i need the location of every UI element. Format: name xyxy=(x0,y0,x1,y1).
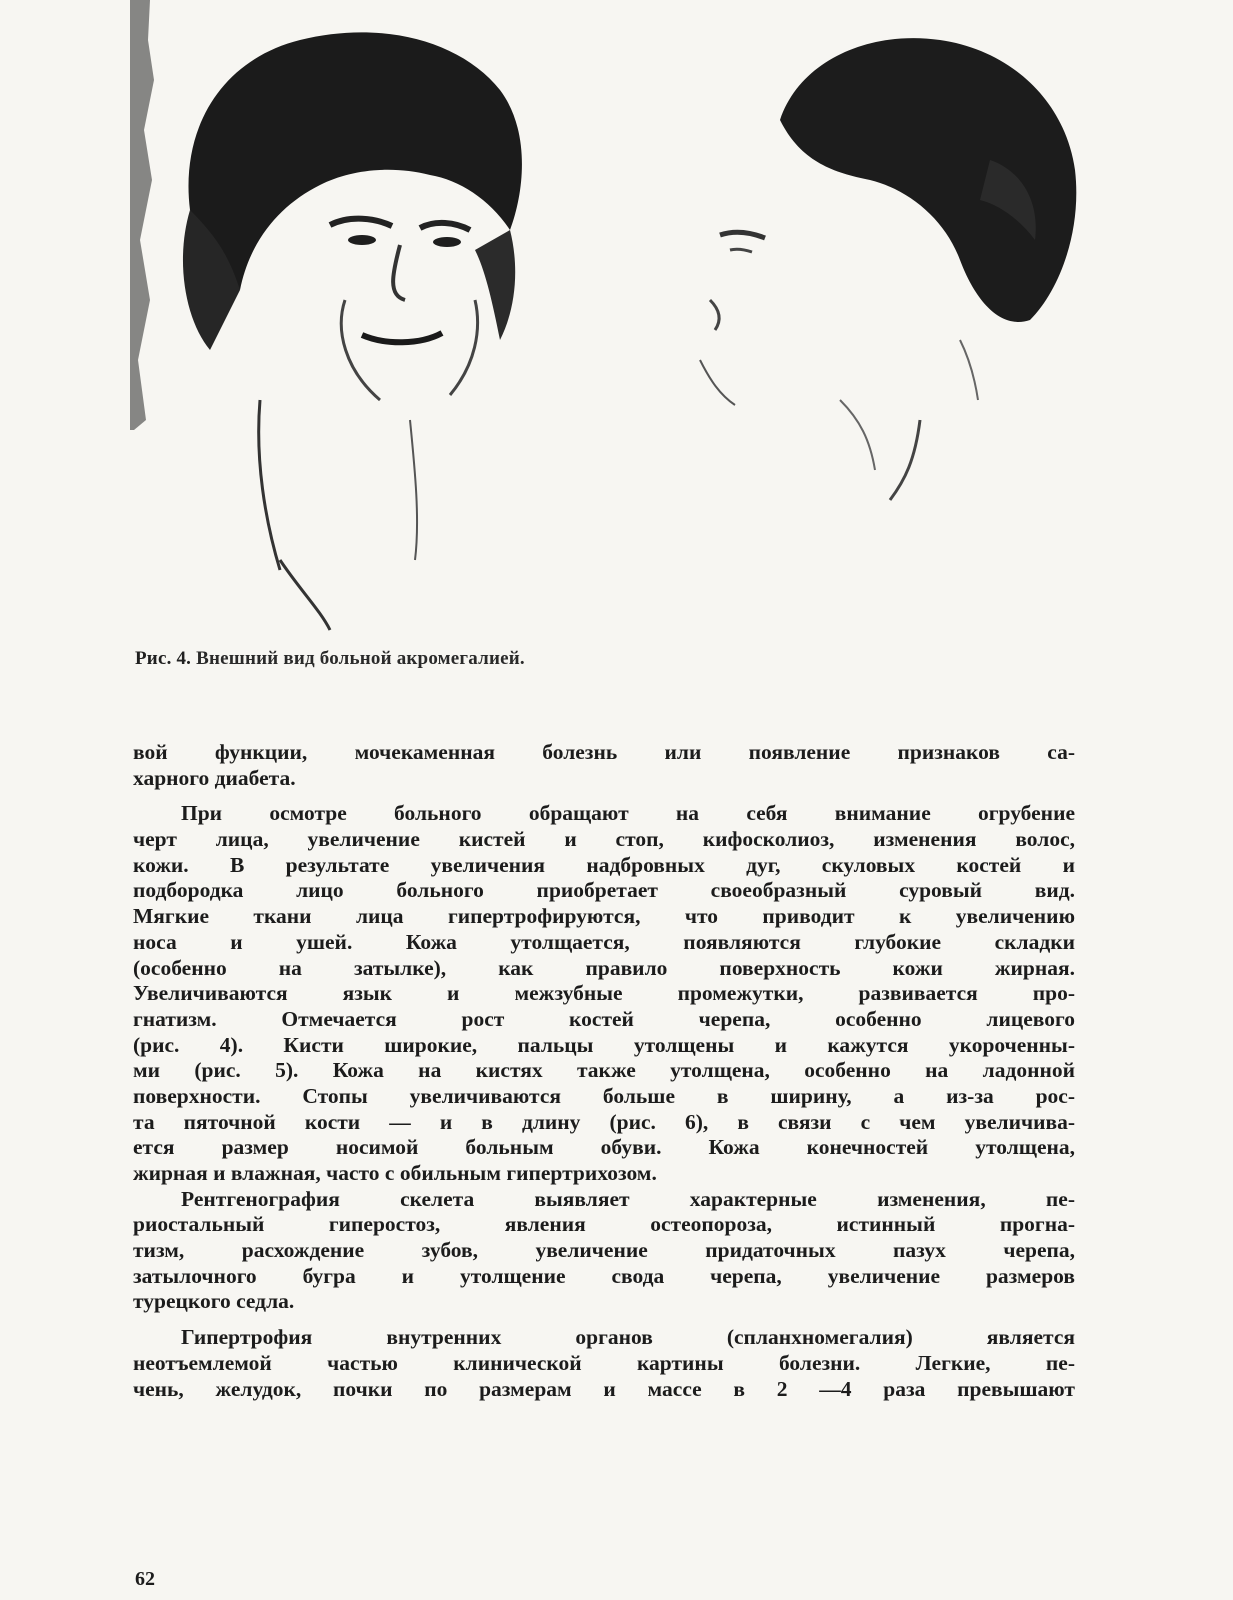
text-line: тизм, расхождение зубов, увеличение придаточных пазух черепа, xyxy=(133,1238,1075,1263)
text-line: турецкого седла. xyxy=(133,1289,295,1314)
body-text xyxy=(133,740,1075,1402)
figure-caption xyxy=(135,648,525,670)
photo-profile-portrait xyxy=(690,0,1080,640)
page-number: 62 xyxy=(135,1568,155,1590)
text-line: харного диабета. xyxy=(133,765,296,790)
text-line: неотъемлемой частью клинической картины болезни. Легкие, пе- xyxy=(133,1350,1075,1375)
figure-caption-text: Внешний вид больной акромегалией. xyxy=(196,648,525,669)
text-line: затылочного бугра и утолщение свода черепа, увеличение размеров xyxy=(133,1263,1075,1288)
text-line: Гипертрофия внутренних органов (спланхномегалия) является xyxy=(181,1325,1075,1350)
text-line: гнатизм. Отмечается рост костей черепа, особенно лицевого xyxy=(133,1006,1075,1031)
text-line: (рис. 4). Кисти широкие, пальцы утолщены и кажутся укороченны- xyxy=(133,1032,1075,1057)
figure-label: Рис. 4. xyxy=(135,648,192,669)
text-line: подбородка лицо больного приобретает своеобразный суровый вид. xyxy=(133,878,1075,903)
photo-front-portrait xyxy=(130,0,600,640)
text-line: Мягкие ткани лица гипертрофируются, что приводит к увеличению xyxy=(133,904,1075,929)
text-line: вой функции, мочекаменная болезнь или появление признаков са- xyxy=(133,740,1075,764)
text-line: черт лица, увеличение кистей и стоп, кифосколиоз, изменения волос, xyxy=(133,827,1075,852)
text-line: жирная и влажная, часто с обильным гипертрихозом. xyxy=(133,1161,657,1185)
text-line: При осмотре больного обращают на себя внимание огрубение xyxy=(181,801,1075,826)
text-line: ми (рис. 5). Кожа на кистях также утолщена, особенно на ладонной xyxy=(133,1058,1075,1083)
figure-4 xyxy=(130,0,1080,640)
text-line: та пяточной кости — и в длину (рис. 6), в связи с чем увеличива- xyxy=(133,1109,1075,1134)
text-line: ется размер носимой больным обуви. Кожа конечностей утолщена, xyxy=(133,1135,1075,1160)
text-line: чень, желудок, почки по размерам и массе в 2 —4 раза превышают xyxy=(133,1376,1075,1401)
text-line: поверхности. Стопы увеличиваются больше в ширину, а из-за рос- xyxy=(133,1083,1075,1108)
text-line: носа и ушей. Кожа утолщается, появляются глубокие складки xyxy=(133,929,1075,954)
text-line: Рентгенография скелета выявляет характерные изменения, пе- xyxy=(181,1186,1075,1211)
text-line: Увеличиваются язык и межзубные промежутки, развивается про- xyxy=(133,981,1075,1006)
text-line: (особенно на затылке), как правило поверхность кожи жирная. xyxy=(133,955,1075,980)
text-line: кожи. В результате увеличения надбровных дуг, скуловых костей и xyxy=(133,852,1075,877)
text-line: риостальный гиперостоз, явления остеопороза, истинный прогна- xyxy=(133,1212,1075,1237)
